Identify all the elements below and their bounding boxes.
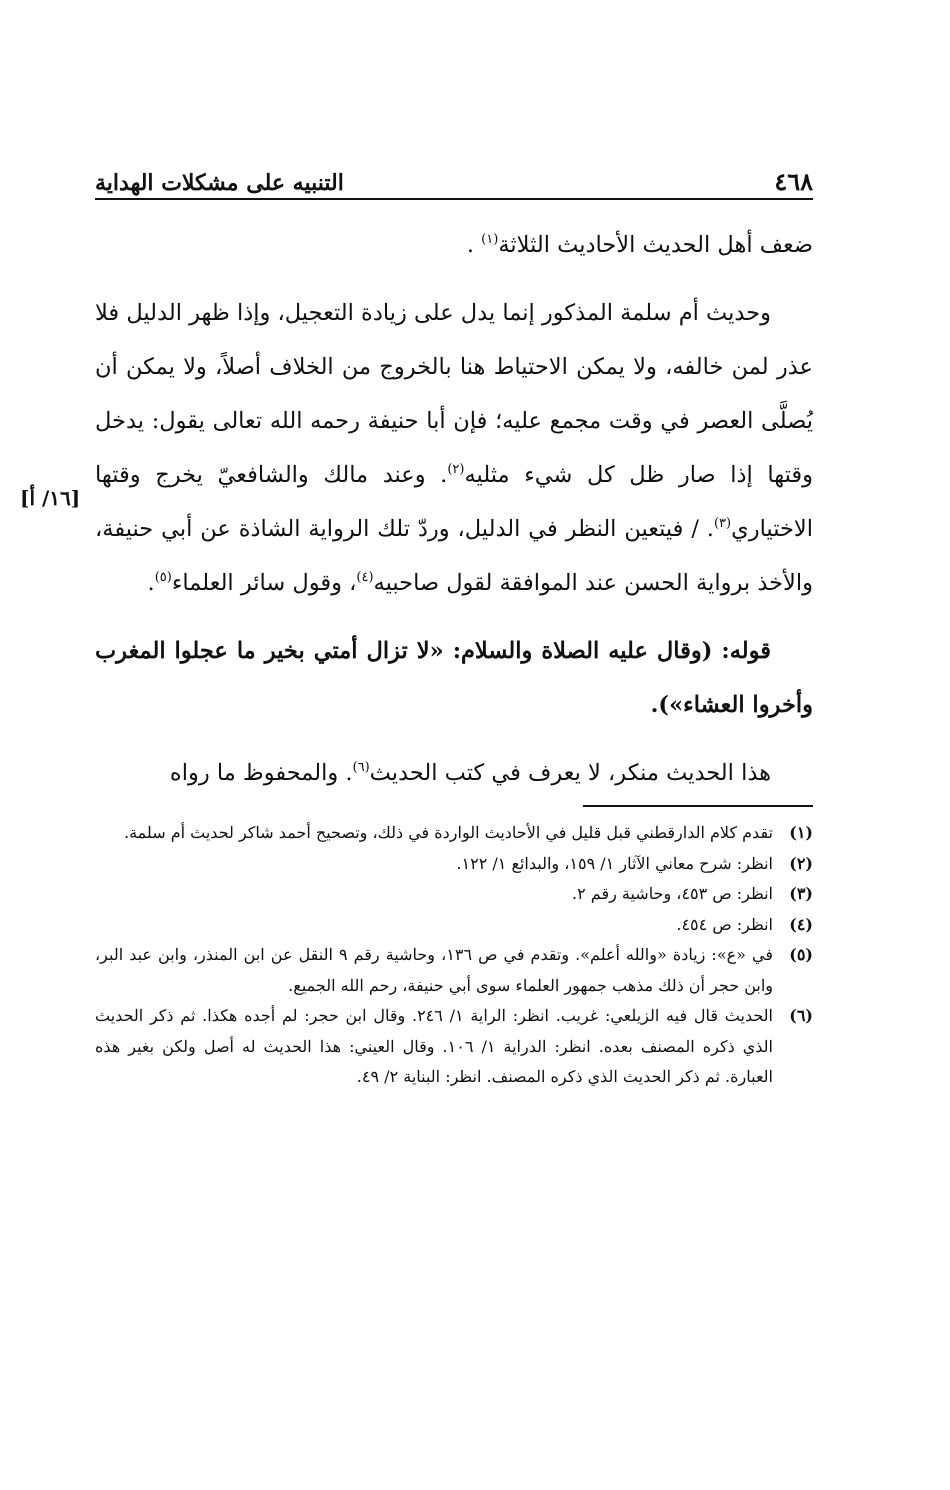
header-rule xyxy=(95,198,813,200)
text-run: . xyxy=(147,570,155,596)
footnote-number: (٣) xyxy=(789,884,813,903)
footnote-text: انظر: ص ٤٥٤. xyxy=(676,914,773,934)
footnote-5 xyxy=(95,940,813,1001)
text-run: وحديث أم سلمة المذكور إنما يدل على زيادة التعجيل، وإذا ظهر الدليل فلا عذر لمن خالفه، ولا يمكن الاحتياط هنا بالخروج من الخلاف أصلاً، ولا يمكن أن يُصلَّى العصر في وقت مجمع عليه؛ فإن أبا حنيفة رحمه الله تعالى يقول: يدخل وقتها إذا صار ظل كل شيء مثليه xyxy=(95,300,813,488)
footnote-ref-3[interactable]: (٣) xyxy=(713,516,732,531)
footnote-2 xyxy=(95,849,813,880)
text-run: هذا الحديث منكر، لا يعرف في كتب الحديث xyxy=(369,760,771,786)
footnote-text: تقدم كلام الدارقطني قبل قليل في الأحاديث الواردة في ذلك، وتصحيح أحمد شاكر لحديث أم سلمة. xyxy=(123,823,773,842)
footnote-4 xyxy=(95,910,813,941)
text-run: . xyxy=(466,232,482,258)
footnote-ref-6[interactable]: (٦) xyxy=(352,760,370,775)
footnote-3 xyxy=(95,879,813,910)
footnote-text: انظر: ص ٤٥٣، وحاشية رقم ٢. xyxy=(572,884,773,903)
footnote-number: (١) xyxy=(789,823,813,842)
footnote-text: انظر: شرح معاني الآثار ١/ ١٥٩، والبدائع ١/ ١٢٢. xyxy=(456,853,773,873)
footnote-number: (٦) xyxy=(789,1006,813,1025)
hadith-quote: قوله: (وقال عليه الصلاة والسلام: «لا تزال أمتي بخير ما عجلوا المغرب وأخروا العشاء»). xyxy=(95,638,813,718)
paragraph-1 xyxy=(95,218,813,272)
manuscript-folio-marker: [١٦/ أ] xyxy=(20,486,81,510)
footnote-ref-4[interactable]: (٤) xyxy=(356,570,374,585)
footnote-ref-2[interactable]: (٢) xyxy=(447,462,465,477)
paragraph-3 xyxy=(95,746,813,800)
text-run: . والمحفوظ ما رواه xyxy=(169,760,353,786)
footnote-6 xyxy=(95,1001,813,1093)
footnote-ref-5[interactable]: (٥) xyxy=(154,570,172,585)
text-run: . / فيتعين النظر في الدليل، وردّ تلك الرواية الشاذة عن أبي حنيفة، والأخذ برواية الحسن عند الموافقة لقول صاحبيه xyxy=(95,516,813,596)
text-run: . وعند مالك والشافعيّ يخرج وقتها الاختياري xyxy=(95,462,813,542)
text-run: ضعف أهل الحديث الأحاديث الثلاثة xyxy=(498,232,813,258)
text-run: ، وقول سائر العلماء xyxy=(171,570,357,596)
footnote-number: (٢) xyxy=(789,853,813,873)
footnote-number: (٤) xyxy=(789,914,813,934)
footnote-text: الحديث قال فيه الزيلعي: غريب. انظر: الراية ١/ ٢٤٦. وقال ابن حجر: لم أجده هكذا. ثم ذكر الحديث الذي ذكره المصنف بعده. انظر: الدراية ١/ ١٠٦. وقال العيني: هذا الحديث له أصل ولكن بغير هذه العبارة. ثم ذكر الحديث الذي ذكره المصنف. انظر: البناية ٢/ ٤٩. xyxy=(95,1006,774,1086)
paragraph-2 xyxy=(95,286,813,610)
footnotes xyxy=(95,818,813,1093)
footnote-separator xyxy=(583,805,813,807)
book-title: التنبيه على مشكلات الهداية xyxy=(95,170,344,196)
footnote-text: في «ع»: زيادة «والله أعلم». وتقدم في ص ١٣٦، وحاشية رقم ٩ النقل عن ابن المنذر، وابن عبد البر، وابن حجر أن ذلك مذهب جمهور العلماء سوى أبي حنيفة، رحم الله الجميع. xyxy=(95,945,773,995)
page-number: ٤٦٨ xyxy=(774,167,813,196)
footnote-number: (٥) xyxy=(789,945,813,964)
footnote-ref-1[interactable]: (١) xyxy=(481,232,499,247)
running-header xyxy=(95,150,813,194)
footnote-1 xyxy=(95,818,813,849)
main-text xyxy=(95,218,813,800)
